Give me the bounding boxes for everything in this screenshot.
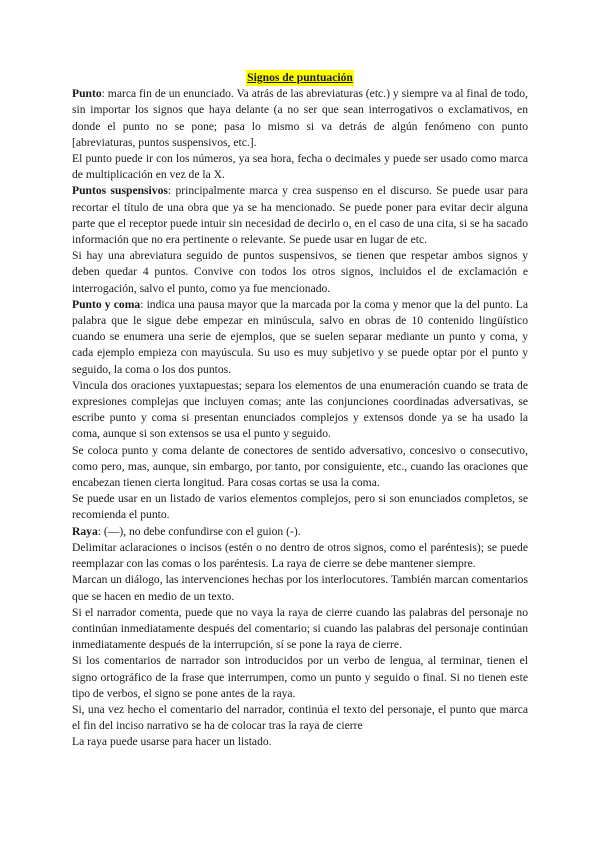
term-punto-y-coma: Punto y coma — [72, 297, 141, 311]
paragraph-punto-y-coma — [72, 297, 528, 378]
document-title: Signos de puntuación — [246, 70, 354, 86]
paragraph-text: : principalmente marca y crea suspenso en el discurso. Se puede usar para recortar el título de una obra que ya se ha mencionado. Se puede poner para evitar decir alguna parte que el receptor puede intuir sin necesidad de decirlo o, en el caso de una cita, si se ha sacado información que no era pertinente o relevante. Se puede usar en lugar de etc. — [72, 184, 528, 247]
paragraph-text: La raya puede usarse para hacer un listado. — [72, 735, 272, 749]
paragraph — [72, 572, 528, 604]
paragraph-text: Si hay una abreviatura seguido de puntos suspensivos, se tienen que respetar ambos signos y deben quedar 4 puntos. Convive con todos los otros signos, incluidos el de exclamación e interrogación, salvo el punto, como ya fue mencionado. — [72, 249, 528, 295]
title-container — [72, 70, 528, 86]
paragraph — [72, 653, 528, 702]
paragraph — [72, 378, 528, 443]
paragraph-text: Vincula dos oraciones yuxtapuestas; separa los elementos de una enumeración cuando se trata de expresiones complejas que incluyen comas; ante las conjunciones coordinadas adversativas, se escribe punto y coma si presentan enunciados complejos y extensos donde ya se ha usado la coma, aunque si son extensos se usa el punto y seguido. — [72, 378, 528, 441]
term-raya: Raya — [72, 524, 98, 538]
paragraph-puntos-suspensivos — [72, 183, 528, 248]
paragraph-text: : (—), no debe confundirse con el guion (-). — [97, 524, 301, 538]
paragraph — [72, 491, 528, 523]
paragraph — [72, 151, 528, 183]
paragraph-text: : indica una pausa mayor que la marcada por la coma y menor que la del punto. La palabra que le sigue debe empezar en minúscula, salvo en obras de 10 contenido lingüístico cuando se enumera una serie de ejemplos, que se suelen separar mediante un punto y coma, y cada ejemplo empieza con mayúscula. Su uso es muy subjetivo y se puede optar por el punto y seguido, la coma o los dos puntos. — [72, 297, 528, 376]
paragraph-punto — [72, 86, 528, 151]
paragraph-text: Se puede usar en un listado de varios elementos complejos, pero si son enunciados completos, se recomienda el punto. — [72, 492, 528, 522]
paragraph-text: Si los comentarios de narrador son introducidos por un verbo de lengua, al terminar, tienen el signo ortográfico de la frase que interrumpen, como un punto y seguido o final. Si no tienen este tipo de verbos, el signo se pone antes de la raya. — [72, 654, 528, 700]
paragraph-text: Si, una vez hecho el comentario del narrador, continúa el texto del personaje, el punto que marca el fin del inciso narrativo se ha de colocar tras la raya de cierre — [72, 702, 528, 733]
paragraph-text: El punto puede ir con los números, ya sea hora, fecha o decimales y puede ser usado como marca de multiplicación en vez de la X. — [72, 152, 528, 182]
term-puntos-suspensivos: Puntos suspensivos — [72, 184, 168, 198]
paragraph-text: Si el narrador comenta, puede que no vaya la raya de cierre cuando las palabras del personaje no continúan inmediatamente después del comentario; si cuando las palabras del personaje continúan inmediatamente después de la interrupción, sí se pone la raya de cierre. — [72, 605, 528, 652]
term-punto: Punto — [72, 87, 102, 101]
document-page — [72, 70, 528, 751]
paragraph-text: Delimitar aclaraciones o incisos (estén o no dentro de otros signos, como el paréntesis); se puede reemplazar con las comas o los paréntesis. La raya de cierre se debe mantener siempre. — [72, 540, 528, 571]
paragraph-text: Se coloca punto y coma delante de conectores de sentido adversativo, concesivo o consecutivo, como pero, mas, aunque, sin embargo, por tanto, por consiguiente, etc., cuando las oraciones que encabezan tienen cierta longitud. Para cosas cortas se usa la coma. — [72, 443, 528, 490]
paragraph-text: Marcan un diálogo, las intervenciones hechas por los interlocutores. También marcan comentarios que se hacen en medio de un texto. — [72, 573, 528, 603]
paragraph — [72, 248, 528, 297]
paragraph — [72, 443, 528, 492]
paragraph — [72, 702, 528, 734]
paragraph-raya — [72, 524, 528, 540]
paragraph-text: : marca fin de un enunciado. Va atrás de las abreviaturas (etc.) y siempre va al final de todo, sin importar los signos que haya delante (a no ser que sean interrogativos o exclamativos, en donde el punto no se pone; pasa lo mismo si va detrás de algún fenómeno con punto [abreviaturas, puntos suspensivos, etc.]. — [72, 87, 528, 149]
paragraph — [72, 540, 528, 572]
paragraph — [72, 605, 528, 654]
paragraph — [72, 734, 528, 750]
